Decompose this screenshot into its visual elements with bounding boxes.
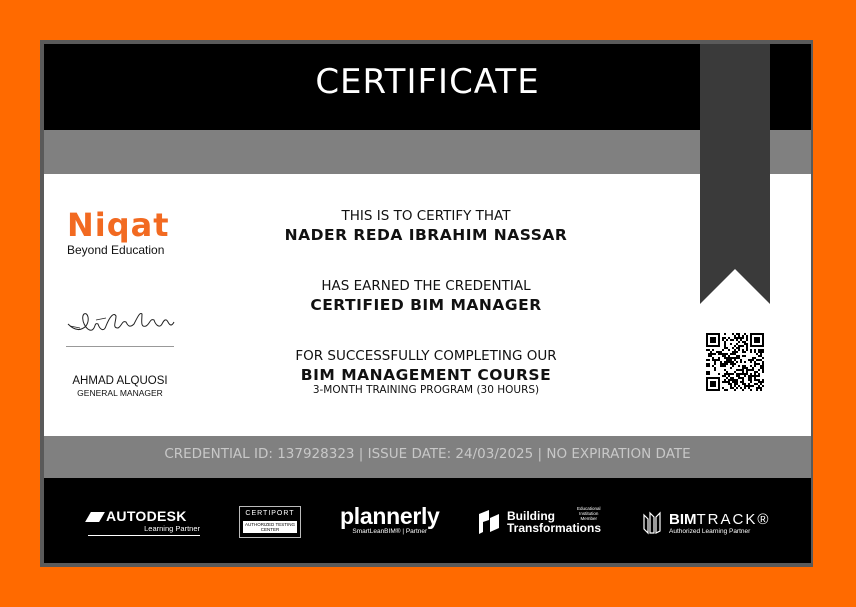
building-badge-line-2: Institution [579,511,599,516]
building-badge-line-1: Educational [577,506,601,511]
program-description: 3-MONTH TRAINING PROGRAM (30 HOURS) [312,384,540,396]
autodesk-logo [88,508,200,536]
certificate-title: CERTIFICATE [315,62,540,102]
building-badge-line-3: Member [580,516,598,521]
building-name-line-2: Transformations [507,521,602,535]
certificate [44,44,811,563]
plannerly-logo [340,504,440,535]
credential-info: CREDENTIAL ID: 137928323 | ISSUE DATE: 24/03/2025 | NO EXPIRATION DATE [164,446,691,462]
building-name-line-1: Building [507,509,555,523]
ribbon-icon [700,44,770,304]
qr-code-icon[interactable] [706,333,764,391]
certify-line: THIS IS TO CERTIFY THAT [341,208,511,224]
certiport-name: CERTIPORT [245,510,295,517]
bimtrack-name-rest: TRACK® [696,511,771,528]
certiport-logo [239,506,301,538]
bimtrack-icon [642,511,664,535]
autodesk-rule [88,535,200,536]
logo-wordmark: Niqat [67,206,170,244]
certiport-subtitle: AUTHORIZED TESTING CENTER [243,521,297,533]
recipient-name: NADER REDA IBRAHIM NASSAR [284,226,568,244]
bimtrack-subtitle: Authorized Learning Partner [669,528,751,535]
header-grey-band [44,130,811,174]
earned-line: HAS EARNED THE CREDENTIAL [321,278,531,294]
plannerly-subtitle: SmartLeanBIM® | Partner [352,528,428,535]
course-name: BIM MANAGEMENT COURSE [300,366,552,384]
signatory-name: AHMAD ALQUOSI [72,375,168,387]
plannerly-name: plannerly [340,503,440,529]
building-transformations-icon [477,508,501,536]
bimtrack-name-bold: BIM [669,511,697,528]
logo-tagline: Beyond Education [67,243,165,257]
signatory-role: GENERAL MANAGER [77,388,163,398]
signature-image [66,302,176,342]
autodesk-logo-icon [85,512,105,522]
credential-name: CERTIFIED BIM MANAGER [310,296,542,314]
autodesk-subtitle: Learning Partner [144,524,200,533]
autodesk-name: AUTODESK [106,508,187,524]
completing-line: FOR SUCCESSFULLY COMPLETING OUR [295,348,557,364]
niqat-logo [67,206,170,257]
signature-line [66,346,174,347]
